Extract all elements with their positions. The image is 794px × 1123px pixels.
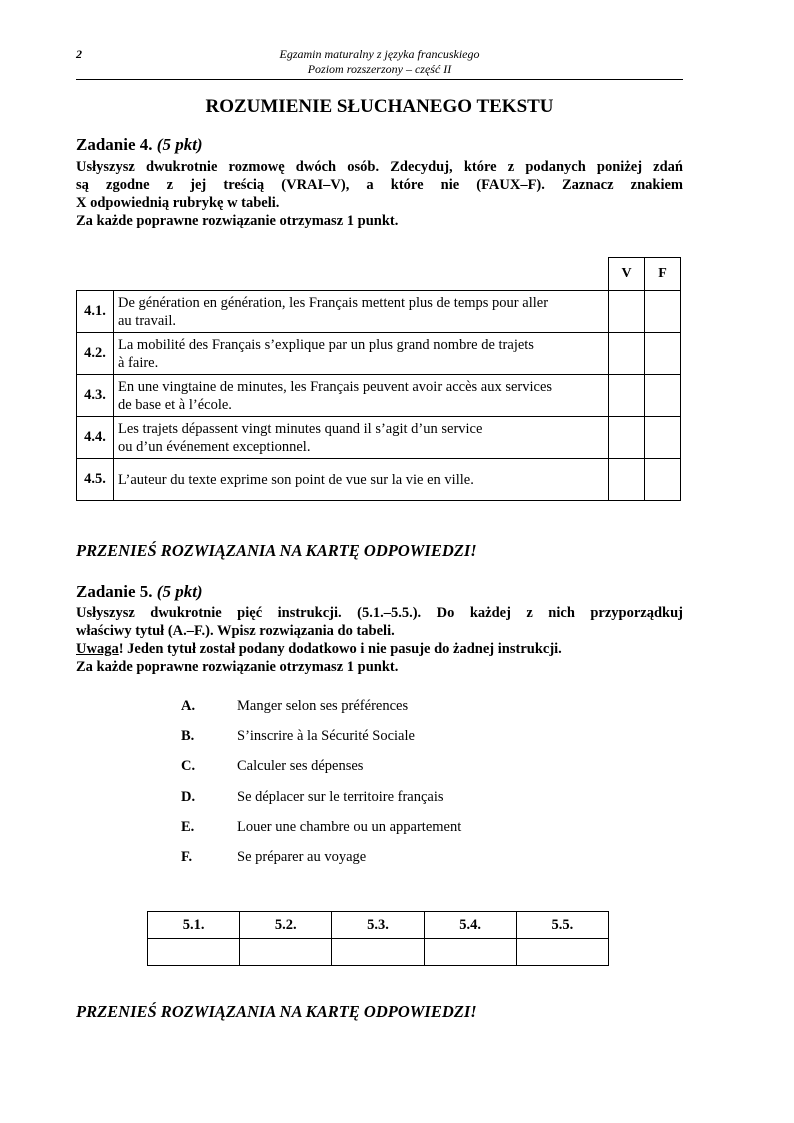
- column-f-header: F: [645, 258, 681, 291]
- answer-box-f[interactable]: [645, 459, 681, 501]
- answer-box-f[interactable]: [645, 291, 681, 333]
- list-item: [181, 758, 461, 788]
- answer-box-v[interactable]: [609, 459, 645, 501]
- task4-instr-line2: są zgodne z jej treścią (VRAI–V), a które nie (FAUX–F). Zaznacz znakiem: [76, 177, 683, 193]
- true-false-table: [76, 257, 681, 501]
- option-text: Se préparer au voyage: [237, 848, 367, 865]
- task5-instr-line3-rest: ! Jeden tytuł został podany dodatkowo i nie pasuje do żadnej instrukcji.: [118, 641, 562, 657]
- statement-text: [114, 333, 609, 375]
- statement-number: 4.3.: [77, 375, 114, 417]
- task4-title: [76, 135, 203, 155]
- answer-box-v[interactable]: [609, 375, 645, 417]
- task5-points: (5 pkt): [156, 582, 203, 601]
- list-item: [181, 819, 461, 849]
- task4-points: (5 pkt): [156, 135, 203, 154]
- statement-text: [114, 459, 609, 501]
- statement-line: L’auteur du texte exprime son point de vue sur la vie en ville.: [118, 471, 474, 488]
- statement-line: au travail.: [118, 312, 176, 329]
- option-text: S’inscrire à la Sécurité Sociale: [237, 728, 415, 745]
- option-text: Manger selon ses préférences: [237, 698, 409, 714]
- option-letter: D.: [181, 788, 196, 805]
- answer-table: [147, 911, 609, 966]
- task5-instr-line4: Za każde poprawne rozwiązanie otrzymasz 1 punkt.: [76, 659, 399, 675]
- statement-number: 4.4.: [77, 417, 114, 459]
- answer-cell-5-5[interactable]: [516, 939, 608, 966]
- header-divider: [76, 79, 683, 80]
- answer-box-v[interactable]: [609, 291, 645, 333]
- option-letter: E.: [181, 818, 195, 835]
- task5-instructions: [76, 604, 683, 676]
- table-row: [77, 291, 681, 333]
- page-number: 2: [76, 47, 82, 61]
- task5-title-label: Zadanie 5.: [76, 582, 153, 601]
- answer-cell-5-2[interactable]: [240, 939, 332, 966]
- uwaga-label: Uwaga: [76, 641, 119, 657]
- statement-line: En une vingtaine de minutes, les Français peuvent avoir accès aux services: [118, 378, 553, 395]
- statement-line: La mobilité des Français s’explique par un plus grand nombre de trajets: [118, 336, 534, 353]
- exam-header-line2: Poziom rozszerzony – część II: [307, 62, 452, 76]
- list-item: [181, 789, 461, 819]
- option-text: Louer une chambre ou un appartement: [237, 818, 462, 835]
- task4-instr-line4: Za każde poprawne rozwiązanie otrzymasz 1 punkt.: [76, 213, 399, 229]
- statement-line: de base et à l’école.: [118, 396, 232, 413]
- task4-title-label: Zadanie 4.: [76, 135, 153, 154]
- column-v-header: V: [609, 258, 645, 291]
- table-row: [77, 459, 681, 501]
- table-row: [77, 417, 681, 459]
- option-text: Se déplacer sur le territoire français: [237, 788, 444, 805]
- section-title: ROZUMIENIE SŁUCHANEGO TEKSTU: [205, 96, 554, 117]
- exam-header: [76, 47, 683, 77]
- answer-input-row: [148, 939, 609, 966]
- task4-instructions: [76, 158, 683, 230]
- answer-box-f[interactable]: [645, 333, 681, 375]
- task5-instr-line2: właściwy tytuł (A.–F.). Wpisz rozwiązania do tabeli.: [76, 623, 395, 639]
- statement-number: 4.1.: [77, 291, 114, 333]
- transfer-note-task5: PRZENIEŚ ROZWIĄZANIA NA KARTĘ ODPOWIEDZI!: [76, 1002, 477, 1021]
- statement-line: à faire.: [118, 354, 159, 371]
- table-row: [77, 375, 681, 417]
- answer-cell-5-3[interactable]: [332, 939, 424, 966]
- answer-cell-5-4[interactable]: [424, 939, 516, 966]
- list-item: [181, 728, 461, 758]
- answer-cell-5-1[interactable]: [148, 939, 240, 966]
- option-letter: F.: [181, 848, 193, 865]
- transfer-note-task4: PRZENIEŚ ROZWIĄZANIA NA KARTĘ ODPOWIEDZI!: [76, 541, 477, 560]
- answer-header-cell: 5.5.: [516, 912, 608, 939]
- answer-box-v[interactable]: [609, 333, 645, 375]
- task5-title: [76, 582, 203, 602]
- option-letter: A.: [181, 698, 196, 714]
- statement-line: Les trajets dépassent vingt minutes quand il s’agit d’un service: [118, 420, 483, 437]
- list-item: [181, 698, 461, 728]
- answer-header-cell: 5.2.: [240, 912, 332, 939]
- statement-line: ou d’un événement exceptionnel.: [118, 438, 311, 455]
- option-text: Calculer ses dépenses: [237, 758, 364, 775]
- statement-number: 4.5.: [77, 459, 114, 501]
- answer-header-cell: 5.1.: [148, 912, 240, 939]
- true-false-header-row: [77, 258, 681, 291]
- task5-instr-line1: Usłyszysz dwukrotnie pięć instrukcji. (5.1.–5.5.). Do każdej z nich przyporządkuj: [76, 605, 683, 621]
- title-options-list: [181, 698, 461, 879]
- answer-box-f[interactable]: [645, 375, 681, 417]
- task4-instr-line1: Usłyszysz dwukrotnie rozmowę dwóch osób. Zdecyduj, które z podanych poniżej zdań: [76, 159, 683, 175]
- statement-text: [114, 417, 609, 459]
- statement-text: [114, 291, 609, 333]
- answer-header-cell: 5.4.: [424, 912, 516, 939]
- option-letter: B.: [181, 728, 195, 745]
- task5-instr-line3: [76, 640, 683, 658]
- option-letter: C.: [181, 758, 196, 775]
- exam-header-line1: Egzamin maturalny z języka francuskiego: [279, 47, 480, 61]
- answer-header-row: [148, 912, 609, 939]
- list-item: [181, 849, 461, 879]
- statement-line: De génération en génération, les Français mettent plus de temps pour aller: [118, 294, 549, 311]
- statement-number: 4.2.: [77, 333, 114, 375]
- task4-instr-line3: X odpowiednią rubrykę w tabeli.: [76, 195, 280, 211]
- answer-box-f[interactable]: [645, 417, 681, 459]
- table-row: [77, 333, 681, 375]
- answer-header-cell: 5.3.: [332, 912, 424, 939]
- answer-box-v[interactable]: [609, 417, 645, 459]
- statement-text: [114, 375, 609, 417]
